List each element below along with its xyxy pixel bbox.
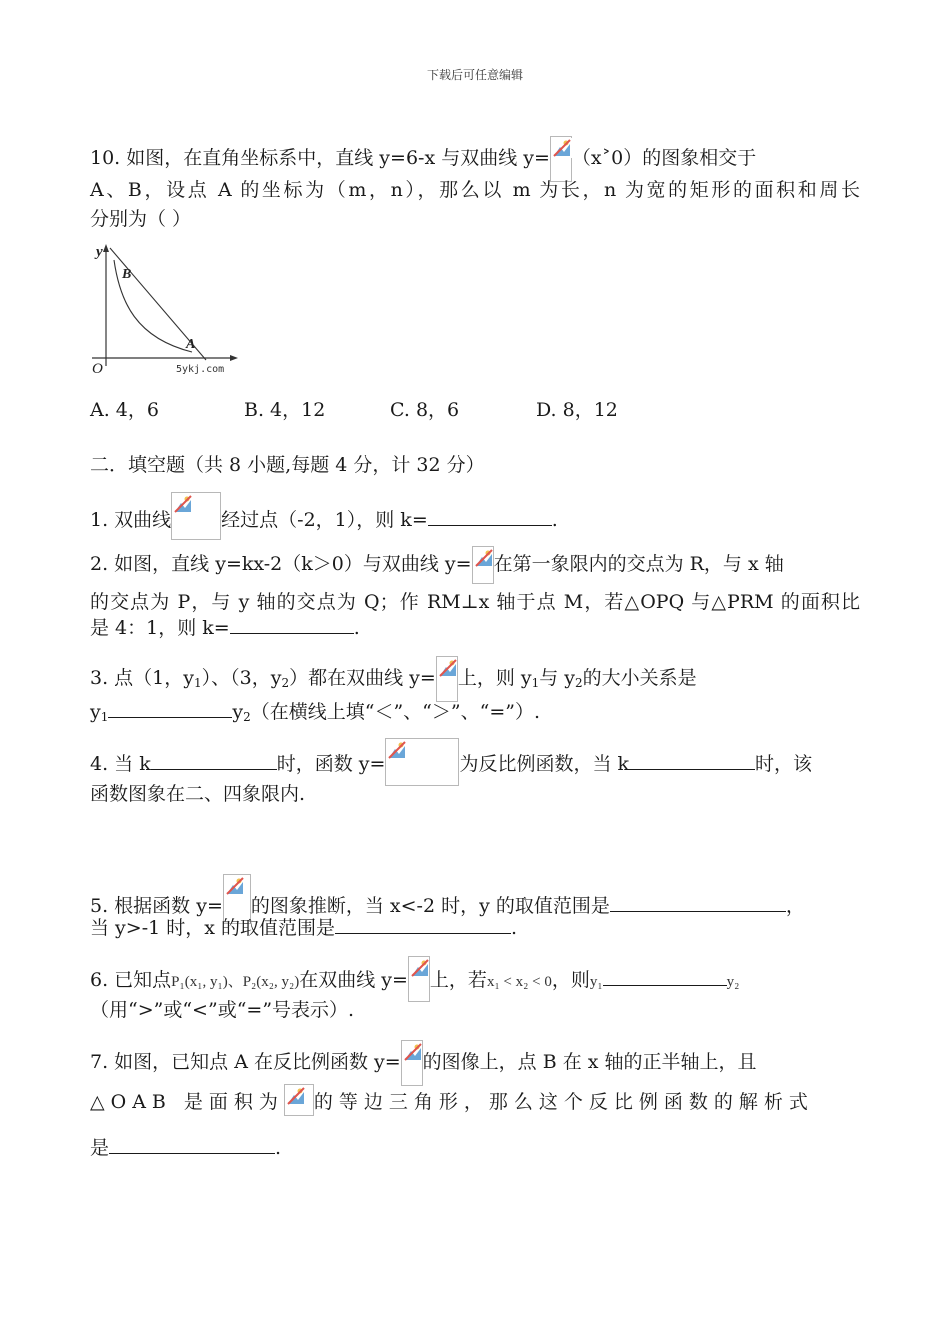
q7-line-3 bbox=[90, 1134, 860, 1162]
q3-line-1 bbox=[90, 656, 860, 702]
q10-line-3: 分别为（ ） bbox=[90, 208, 192, 230]
q2-text-3a: 是 4：1，则 k= bbox=[90, 617, 230, 639]
q3-sub-2: 2 bbox=[281, 676, 290, 690]
q4-line-1 bbox=[90, 738, 860, 786]
q1-line bbox=[90, 492, 860, 540]
section-heading: 二．填空题（共 8 小题,每题 4 分，计 32 分） bbox=[90, 454, 485, 476]
broken-image-icon bbox=[385, 738, 459, 786]
broken-image-icon bbox=[171, 492, 221, 540]
q3-text-c: ）都在双曲线 y= bbox=[289, 667, 436, 689]
q1-text-b: 经过点（-2，1），则 k= bbox=[221, 509, 428, 531]
q3-sub-6: 2 bbox=[243, 710, 251, 724]
q5-text-a: 5. 根据函数 y= bbox=[90, 895, 223, 917]
q5-line-2 bbox=[90, 914, 860, 942]
q3-text-i: （在横线上填“＜”、“＞”、“=”）. bbox=[250, 701, 540, 723]
q7-text-3a: 是 bbox=[90, 1137, 110, 1159]
q6-line-2: （用“>”或“<”或“=”号表示）. bbox=[90, 999, 355, 1021]
q10-graph bbox=[88, 242, 240, 374]
graph-watermark: 5ykj.com bbox=[176, 364, 225, 374]
q7-text-3b: . bbox=[275, 1137, 282, 1159]
q3-text-g: y bbox=[90, 701, 101, 723]
q3-text-h: y bbox=[232, 701, 244, 723]
q6-answer-blank[interactable] bbox=[603, 967, 727, 986]
q7-text-a: 7. 如图，已知点 A 在反比例函数 y= bbox=[90, 1051, 401, 1073]
q4-line-2: 函数图象在二、四象限内. bbox=[90, 783, 306, 805]
q4-text-a: 4. 当 k bbox=[90, 753, 151, 775]
q3-text-f: 的大小关系是 bbox=[582, 667, 697, 689]
q3-text-a: 3. 点（1，y bbox=[90, 667, 194, 689]
q6-inequality-formula: x₁ < x₂ < 0 bbox=[486, 974, 552, 990]
q10-option-b: B. 4，12 bbox=[244, 399, 326, 421]
q7-text-2a: △OAB 是面积为 bbox=[90, 1091, 284, 1113]
graph-label-o: O bbox=[92, 361, 103, 374]
q6-text-a: 6. 已知点 bbox=[90, 969, 172, 991]
q10-option-d: D. 8，12 bbox=[536, 399, 618, 421]
graph-y-arrow bbox=[103, 244, 109, 252]
page-header: 下载后可任意编辑 bbox=[426, 68, 523, 82]
q3-text-b: ）、（3，y bbox=[201, 667, 282, 689]
q6-text-c: 上，若 bbox=[429, 969, 487, 991]
q3-sub-3: 1 bbox=[531, 676, 540, 690]
q1-answer-blank[interactable] bbox=[428, 507, 552, 526]
q1-text-a: 1. 双曲线 bbox=[90, 509, 172, 531]
q7-text-b: 的图像上，点 B 在 x 轴的正半轴上，且 bbox=[422, 1051, 757, 1073]
q6-text-b: 在双曲线 y= bbox=[299, 969, 408, 991]
q3-text-e: 与 y bbox=[539, 667, 576, 689]
q4-answer-blank-2[interactable] bbox=[629, 751, 755, 770]
q10-option-a: A. 4，6 bbox=[90, 399, 159, 421]
q4-answer-blank-1[interactable] bbox=[151, 751, 277, 770]
q10-options bbox=[90, 396, 860, 424]
q2-line-2: 的交点为 P，与 y 轴的交点为 Q；作 RM⊥x 轴于点 M，若△OPQ 与△PRM 的面积比 bbox=[90, 591, 860, 613]
q1-text-c: . bbox=[551, 509, 558, 531]
q3-sub-4: 2 bbox=[575, 676, 583, 690]
q6-points-formula: P₁(x₁, y₁)、P₂(x₂, y₂) bbox=[171, 974, 300, 990]
graph-label-b: B bbox=[122, 267, 132, 282]
q5-text-2a: 当 y>-1 时，x 的取值范围是 bbox=[90, 917, 335, 939]
q4-text-c: 为反比例函数，当 k bbox=[459, 753, 629, 775]
q10-text-1a: 10. 如图，在直角坐标系中，直线 y=6-x 与双曲线 y= bbox=[90, 147, 550, 169]
graph-label-y: y bbox=[96, 244, 103, 260]
broken-image-icon bbox=[284, 1084, 314, 1116]
q2-line-1 bbox=[90, 546, 860, 584]
q5-text-2b: . bbox=[511, 917, 518, 939]
q7-text-2b: 的等边三角形，那么这个反比例函数的解析式 bbox=[313, 1091, 814, 1113]
q6-text-d: ，则 bbox=[551, 969, 590, 991]
q7-answer-blank[interactable] bbox=[109, 1135, 275, 1154]
q5-text-c: ， bbox=[785, 895, 805, 917]
broken-image-icon bbox=[436, 656, 458, 702]
q7-line-1 bbox=[90, 1040, 860, 1086]
q6-y2: y₂ bbox=[726, 974, 740, 990]
q5-text-b: 的图象推断，当 x<-2 时，y 的取值范围是 bbox=[250, 895, 610, 917]
q10-line-2: A、B，设点 A 的坐标为（m，n），那么以 m 为长，n 为宽的矩形的面积和周长 bbox=[90, 179, 860, 201]
q2-answer-blank[interactable] bbox=[230, 615, 354, 634]
q2-text-3b: . bbox=[353, 617, 360, 639]
q3-text-d: 上，则 y bbox=[457, 667, 532, 689]
broken-image-icon bbox=[472, 546, 494, 584]
q6-y1: y₁ bbox=[589, 974, 603, 990]
q10-option-c: C. 8，6 bbox=[390, 399, 460, 421]
q3-line-2 bbox=[90, 698, 860, 731]
q5-answer-blank-2[interactable] bbox=[335, 915, 511, 934]
q5-answer-blank-1[interactable] bbox=[610, 893, 786, 912]
q3-answer-blank[interactable] bbox=[108, 699, 232, 718]
q2-text-a: 2. 如图，直线 y=kx-2（k＞0）与双曲线 y= bbox=[90, 553, 472, 575]
q4-text-b: 时，函数 y= bbox=[276, 753, 386, 775]
q2-line-3 bbox=[90, 614, 860, 642]
graph-x-arrow bbox=[230, 355, 238, 361]
q10-text-1b: （x˃0）的图象相交于 bbox=[571, 147, 757, 169]
q2-text-b: 在第一象限内的交点为 R，与 x 轴 bbox=[493, 553, 784, 575]
broken-image-icon bbox=[401, 1040, 423, 1086]
q4-text-d: 时，该 bbox=[755, 753, 813, 775]
q3-sub-1: 1 bbox=[194, 676, 202, 690]
q7-line-2 bbox=[90, 1084, 860, 1116]
q3-sub-5: 1 bbox=[100, 710, 109, 724]
graph-label-a: A bbox=[186, 337, 196, 352]
